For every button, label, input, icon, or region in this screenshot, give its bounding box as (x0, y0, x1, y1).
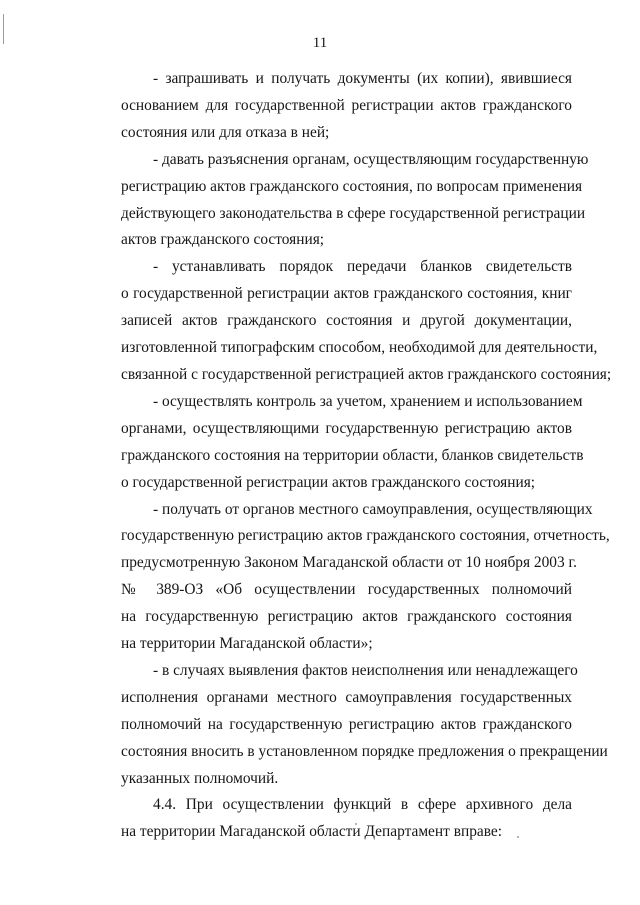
text-line: основанием для государственной регистрации актов гражданского (121, 96, 572, 114)
text-line: полномочий на государственную регистрацию актов гражданского (121, 715, 572, 733)
text-line: органами, осуществляющими государственную регистрацию актов (121, 419, 572, 437)
text-line: записей актов гражданского состояния и другой документации, (121, 312, 572, 330)
text-line: о государственной регистрации актов гражданского состояния; (121, 473, 536, 491)
paragraph (89, 254, 612, 389)
page-number: 11 (312, 35, 328, 51)
text-line: государственную регистрацию актов гражданского состояния, отчетность, (121, 527, 610, 545)
text-line: на государственную регистрацию актов гражданского состояния (121, 608, 572, 626)
text-line: - получать от органов местного самоуправления, осуществляющих (153, 500, 593, 518)
text-line: гражданского состояния на территории области, бланков свидетельств (121, 446, 584, 464)
text-line: исполнения органами местного самоуправления государственных (121, 688, 572, 706)
text-line: - давать разъяснения органам, осуществляющим государственную (153, 150, 589, 168)
text-line: № 389-ОЗ «Об осуществлении государственных полномочий (121, 581, 572, 599)
document-body (89, 66, 612, 846)
text-line: указанных полномочий. (121, 769, 279, 787)
text-line: о государственной регистрации актов гражданского состояния, книг (121, 285, 572, 303)
text-line: состояния или для отказа в ней; (121, 123, 330, 141)
text-line: - в случаях выявления фактов неисполнения или ненадлежащего (153, 661, 578, 679)
text-line: изготовленной типографским способом, необходимой для деятельности, (121, 339, 598, 357)
text-line: - запрашивать и получать документы (их копии), явившиеся (153, 70, 572, 87)
paragraph (89, 147, 589, 255)
paragraph (89, 497, 610, 658)
text-line: связанной с государственной регистрацией актов гражданского состояния; (121, 365, 612, 383)
text-line: - осуществлять контроль за учетом, хранением и использованием (153, 392, 583, 410)
paragraph (89, 792, 572, 846)
text-line: актов гражданского состояния; (121, 231, 325, 249)
text-line: 4.4. При осуществлении функций в сфере архивного дела (153, 796, 572, 814)
text-line: - устанавливать порядок передачи бланков свидетельств (153, 258, 572, 276)
text-line: состояния вносить в установленном порядке предложения о прекращении (121, 742, 608, 760)
text-line: действующего законодательства в сфере государственной регистрации (121, 204, 586, 222)
paragraph (89, 658, 608, 793)
text-line: на территории Магаданской области»; (121, 635, 373, 653)
text-line: на территории Магаданской области Департамент вправе: (121, 823, 503, 841)
paragraph (89, 389, 584, 497)
text-line: регистрацию актов гражданского состояния, по вопросам применения (121, 177, 583, 195)
text-line: предусмотренную Законом Магаданской области от 10 ноября 2003 г. (121, 554, 577, 572)
paragraph (89, 66, 572, 147)
